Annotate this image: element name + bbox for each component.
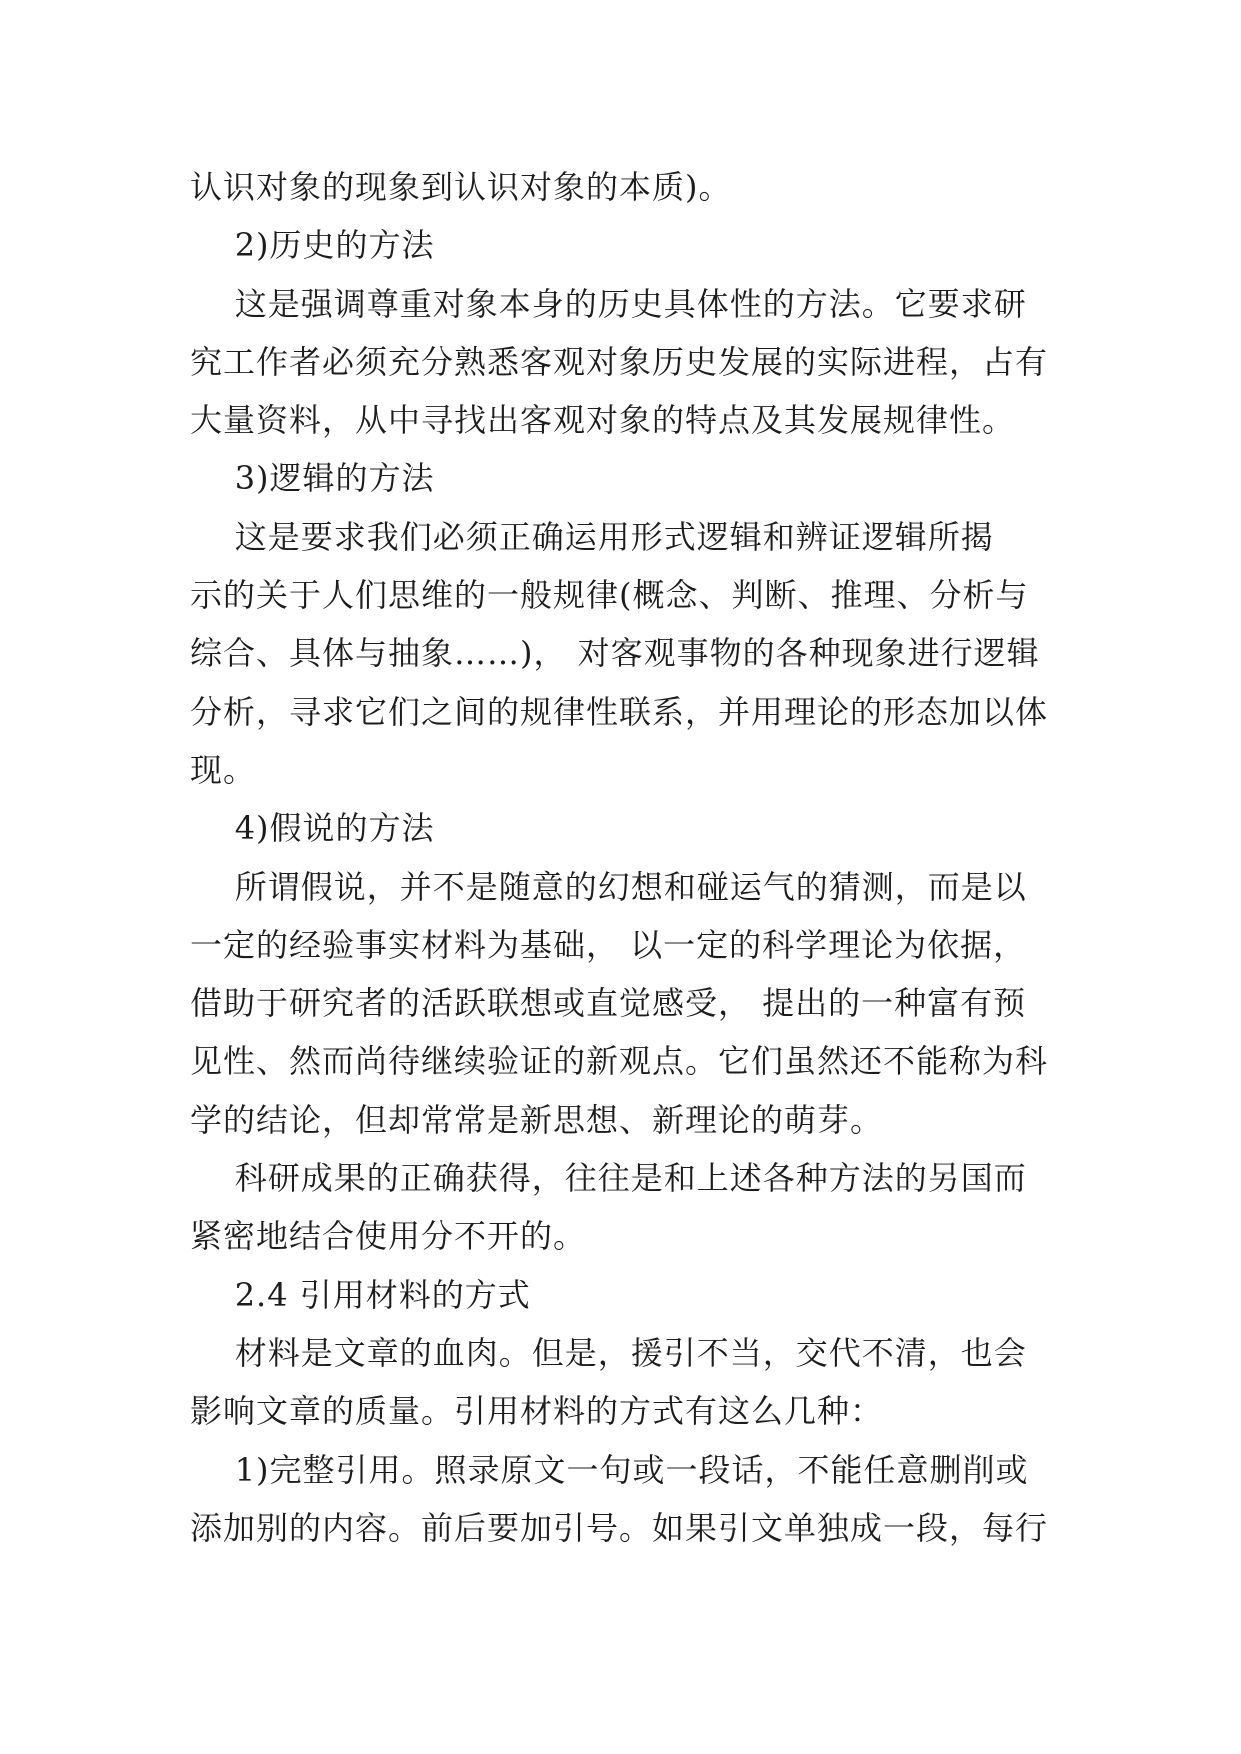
text-line: 大量资料，从中寻找出客观对象的特点及其发展规律性。 xyxy=(190,401,1016,440)
text-line: 分析，寻求它们之间的规律性联系，并用理论的形态加以体 xyxy=(190,692,1049,731)
text-line: 科研成果的正确获得，往往是和上述各种方法的另国而 xyxy=(190,1159,1027,1198)
section-heading: 2.4 引用材料的方式 xyxy=(190,1275,531,1314)
text-line: 影响文章的质量。引用材料的方式有这么几种： xyxy=(190,1392,884,1431)
section-heading: 4)假说的方法 xyxy=(190,809,435,848)
text-line: 1)完整引用。照录原文一句或一段话，不能任意删削或 xyxy=(190,1450,1029,1489)
text-line: 学的结论，但却常常是新思想、新理论的萌芽。 xyxy=(190,1100,884,1139)
text-line: 这是要求我们必须正确运用形式逻辑和辨证逻辑所揭 xyxy=(190,517,994,556)
text-line: 示的关于人们思维的一般规律(概念、判断、推理、分析与 xyxy=(190,576,1029,615)
text-line: 一定的经验事实材料为基础， 以一定的科学理论为依据， xyxy=(190,925,1027,964)
text-line: 添加别的内容。前后要加引号。如果引文单独成一段，每行 xyxy=(190,1508,1049,1547)
text-line: 材料是文章的血肉。但是，援引不当，交代不清，也会 xyxy=(190,1333,1027,1372)
text-line: 见性、然而尚待继续验证的新观点。它们虽然还不能称为科 xyxy=(190,1042,1049,1081)
section-heading: 2)历史的方法 xyxy=(190,226,435,265)
text-line: 综合、具体与抽象……)， 对客观事物的各种现象进行逻辑 xyxy=(190,634,1040,673)
body-text xyxy=(190,158,1060,1557)
text-line: 借助于研究者的活跃联想或直觉感受， 提出的一种富有预 xyxy=(190,984,1027,1023)
section-heading: 3)逻辑的方法 xyxy=(190,459,435,498)
text-line: 所谓假说，并不是随意的幻想和碰运气的猜测，而是以 xyxy=(190,867,1027,906)
text-line: 究工作者必须充分熟悉客观对象历史发展的实际进程，占有 xyxy=(190,342,1049,381)
text-line: 紧密地结合使用分不开的。 xyxy=(190,1217,587,1256)
text-line: 认识对象的现象到认识对象的本质)。 xyxy=(190,168,732,206)
text-line: 这是强调尊重对象本身的历史具体性的方法。它要求研 xyxy=(190,284,1027,323)
text-line: 现。 xyxy=(190,750,257,789)
